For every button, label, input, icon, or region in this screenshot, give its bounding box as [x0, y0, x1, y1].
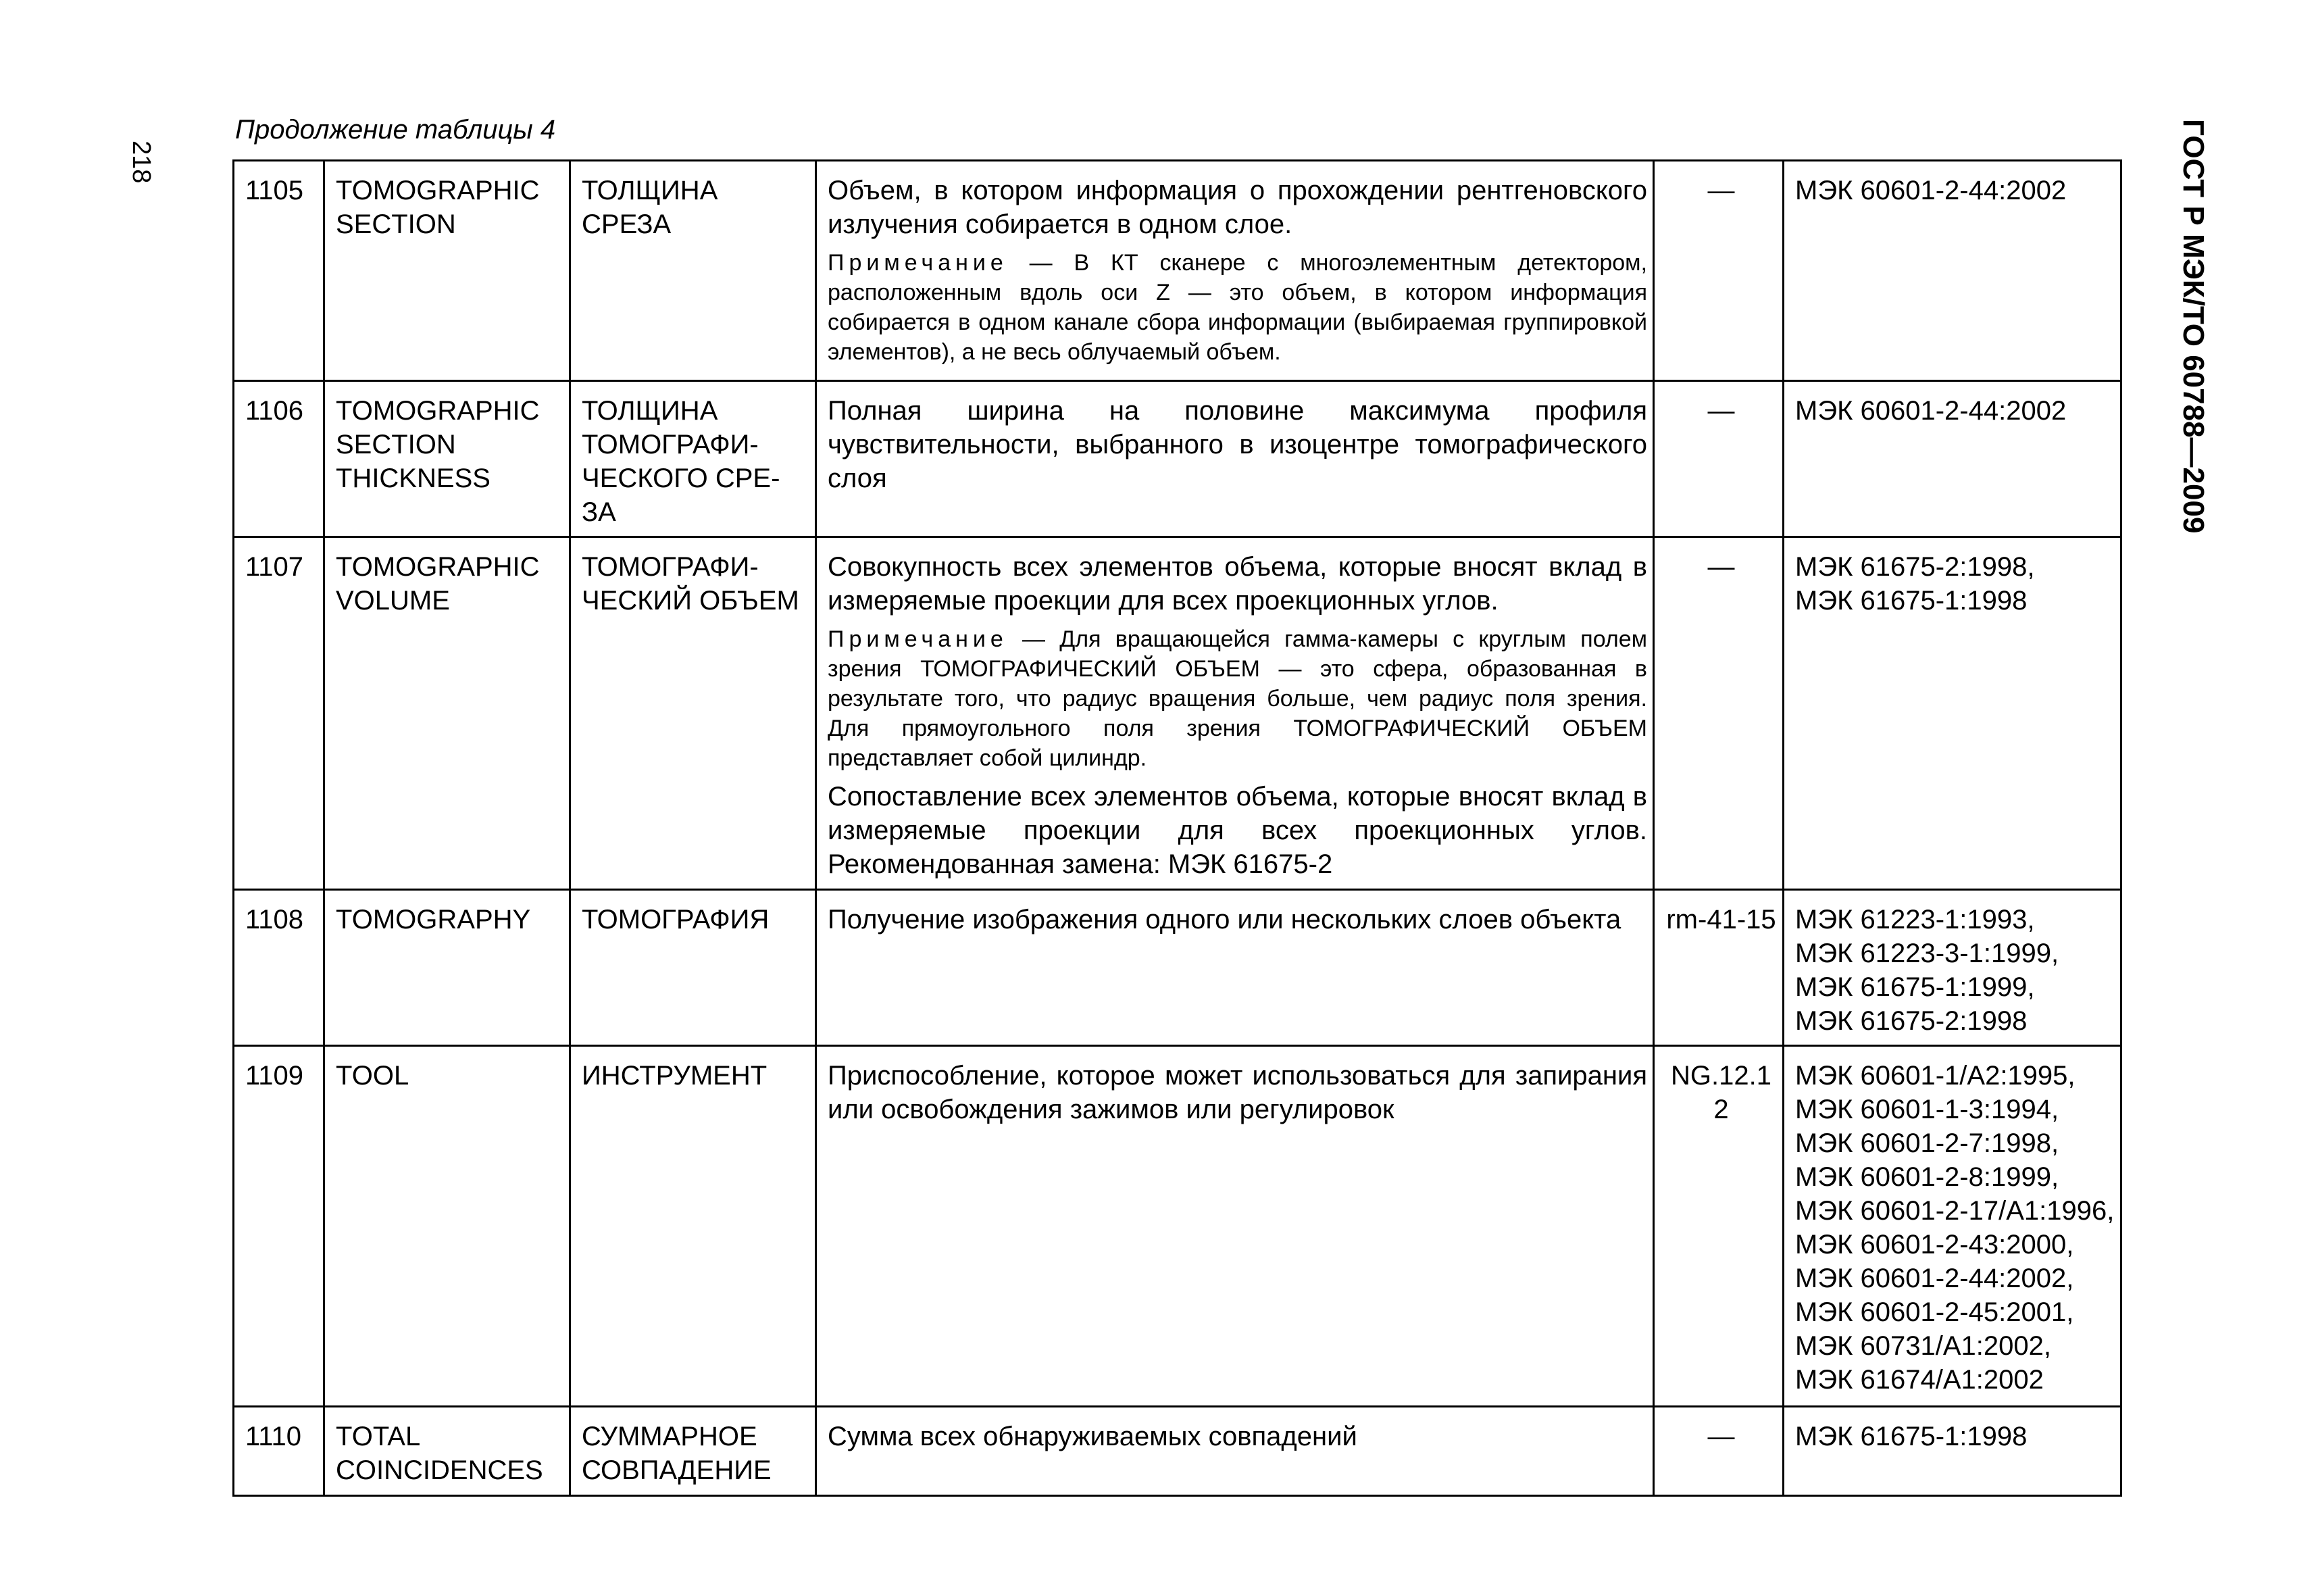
source-line: МЭК 61674/A1:2002: [1795, 1365, 2044, 1395]
source-line: МЭК 60731/A1:2002,: [1795, 1331, 2051, 1361]
source-line: МЭК 61223-1:1993,: [1795, 905, 2035, 934]
table-row: [234, 1407, 2121, 1496]
source-line: МЭК 61675-2:1998,: [1795, 552, 2035, 582]
source-line: МЭК 60601-2-8:1999,: [1795, 1162, 2059, 1192]
term-reference: —: [1654, 537, 1784, 890]
term-definition: Полная ширина на половине максимума профиля чувствительности, выбранного в изоцентре томографического слоя: [828, 396, 1647, 493]
term-number: 1108: [234, 890, 324, 1046]
source-line: МЭК 61223-3-1:1999,: [1795, 939, 2059, 968]
source-line: МЭК 60601-2-44:2002,: [1795, 1264, 2074, 1293]
term-russian: ТОМОГРАФИЯ: [570, 890, 816, 1046]
source-line: МЭК 60601-2-43:2000,: [1795, 1230, 2074, 1260]
term-russian: ТОЛЩИНА СРЕЗА: [570, 161, 816, 381]
source-line: МЭК 60601-2-7:1998,: [1795, 1128, 2059, 1158]
term-sources: [1784, 1046, 2121, 1407]
term-definition-cell: [816, 381, 1654, 537]
term-russian: ТОМОГРАФИ-ЧЕСКИЙ ОБЪЕМ: [570, 537, 816, 890]
term-number: 1109: [234, 1046, 324, 1407]
source-line: МЭК 61675-1:1998: [1795, 586, 2028, 616]
page-number: 218: [127, 141, 155, 184]
term-english: TOMOGRAPHIC SECTION THICKNESS: [324, 381, 570, 537]
term-definition-cell: [816, 890, 1654, 1046]
term-definition: Приспособление, которое может использоваться для запирания или освобождения зажимов или регулировок: [828, 1061, 1647, 1124]
term-russian: СУММАРНОЕ СОВПАДЕНИЕ: [570, 1407, 816, 1496]
source-line: МЭК 60601-2-44:2002: [1795, 176, 2067, 205]
table-row: [234, 890, 2121, 1046]
term-definition-cell: [816, 537, 1654, 890]
term-english: TOMOGRAPHIC VOLUME: [324, 537, 570, 890]
source-line: МЭК 61675-1:1999,: [1795, 972, 2035, 1002]
table-row: [234, 537, 2121, 890]
term-number: 1110: [234, 1407, 324, 1496]
table-row: [234, 381, 2121, 537]
term-reference: —: [1654, 381, 1784, 537]
term-definition-cell: [816, 1407, 1654, 1496]
term-number: 1106: [234, 381, 324, 537]
term-russian: ИНСТРУМЕНТ: [570, 1046, 816, 1407]
term-sources: [1784, 890, 2121, 1046]
term-additional-text: Сопоставление всех элементов объема, которые вносят вклад в измеряемые проекции для всех проекционных углов. Рекомендованная замена: МЭК 61675-2: [828, 782, 1647, 879]
term-number: 1105: [234, 161, 324, 381]
note-text: — В КТ сканере с многоэлементным детектором, расположенным вдоль оси Z — это объем, в котором информация собирается в одном канале сбора информации (выбираемая группировкой элементов), а не весь облучаемый объем.: [828, 250, 1647, 365]
term-english: TOMOGRAPHIC SECTION: [324, 161, 570, 381]
term-note: [828, 624, 1647, 773]
term-english: TOTAL COINCIDENCES: [324, 1407, 570, 1496]
term-reference: —: [1654, 161, 1784, 381]
term-sources: [1784, 537, 2121, 890]
term-sources: [1784, 161, 2121, 381]
term-reference: —: [1654, 1407, 1784, 1496]
term-reference: rm-41-15: [1654, 890, 1784, 1046]
note-label: Примечание: [828, 626, 1008, 652]
source-line: МЭК 60601-2-44:2002: [1795, 396, 2067, 426]
source-line: МЭК 60601-2-17/A1:1996,: [1795, 1196, 2115, 1226]
term-russian: ТОЛЩИНА ТОМОГРАФИ-ЧЕСКОГО СРЕ-ЗА: [570, 381, 816, 537]
term-sources: [1784, 381, 2121, 537]
term-note: [828, 248, 1647, 367]
term-definition: Объем, в котором информация о прохождении рентгеновского излучения собирается в одном слое.: [828, 176, 1647, 239]
term-reference: NG.12.12: [1654, 1046, 1784, 1407]
source-line: МЭК 60601-1-3:1994,: [1795, 1095, 2059, 1124]
source-line: МЭК 61675-1:1998: [1795, 1422, 2028, 1451]
term-definition-cell: [816, 1046, 1654, 1407]
term-definition: Получение изображения одного или нескольких слоев объекта: [828, 905, 1621, 934]
term-definition: Совокупность всех элементов объема, которые вносят вклад в измеряемые проекции для всех проекционных углов.: [828, 552, 1647, 616]
term-number: 1107: [234, 537, 324, 890]
source-line: МЭК 61675-2:1998: [1795, 1006, 2028, 1036]
term-definition-cell: [816, 161, 1654, 381]
standard-code: ГОСТ Р МЭК/ТО 60788—2009: [2177, 119, 2210, 534]
term-english: TOMOGRAPHY: [324, 890, 570, 1046]
term-english: TOOL: [324, 1046, 570, 1407]
note-label: Примечание: [828, 250, 1008, 276]
term-definition: Сумма всех обнаруживаемых совпадений: [828, 1422, 1357, 1451]
source-line: МЭК 60601-2-45:2001,: [1795, 1297, 2074, 1327]
table-row: [234, 1046, 2121, 1407]
note-text: — Для вращающейся гамма-камеры с круглым полем зрения ТОМОГРАФИЧЕСКИЙ ОБЪЕМ — это сфера, образованная в результате того, что радиус вращения больше, чем радиус поля зрения. Для прямоугольного поля зрения ТОМОГРАФИЧЕСКИЙ ОБЪЕМ представляет собой цилиндр.: [828, 626, 1647, 771]
table-row: [234, 161, 2121, 381]
source-line: МЭК 60601-1/A2:1995,: [1795, 1061, 2076, 1091]
table-continuation-caption: Продолжение таблицы 4: [235, 115, 556, 145]
terms-table: [232, 159, 2122, 1497]
term-sources: [1784, 1407, 2121, 1496]
